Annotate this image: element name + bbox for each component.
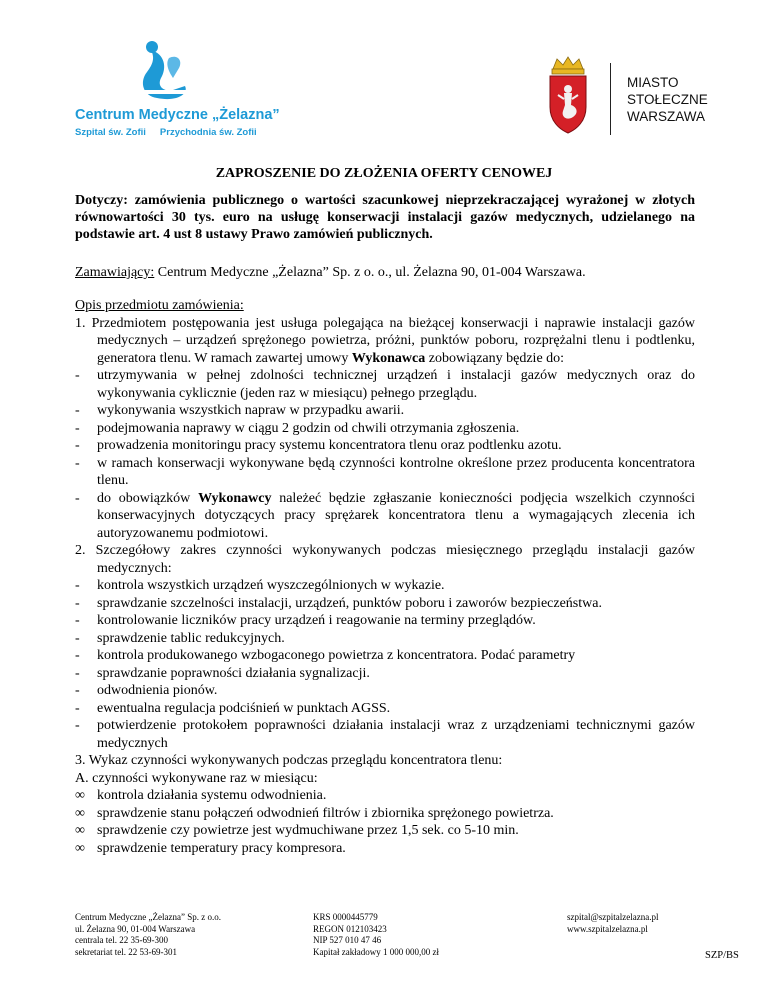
list-item: - w ramach konserwacji wykonywane będą czynności kontrolne określone przez producenta koncentratora tlenu. bbox=[75, 455, 695, 488]
point-3: 3. Wykaz czynności wykonywanych podczas przeglądu koncentratora tlenu: bbox=[75, 753, 503, 768]
city-line-3: WARSZAWA bbox=[627, 109, 705, 124]
list-item: - podejmowania naprawy w ciągu 2 godzin od chwili otrzymania zgłoszenia. bbox=[75, 420, 520, 436]
list-item: - do obowiązków Wykonawcy należeć będzie zgłaszanie konieczności podjęcia wszelkich czynności konserwacyjnych dotyczących pracy sprężarek koncentratora tlenu a wymagających zlecenia ich autoryzowanemu podmiotowi. bbox=[75, 490, 696, 541]
list-item: - kontrolowanie liczników pracy urządzeń i reagowanie na terminy przeglądów. bbox=[75, 613, 536, 628]
client-paragraph bbox=[75, 264, 695, 281]
list-item: - utrzymywania w pełnej zdolności technicznej urządzeń i instalacji gazów medycznych oraz do wykonywania cyklicznie (jeden raz w miesiącu) pełnego przeglądu. bbox=[75, 368, 695, 401]
warsaw-coat-of-arms-icon bbox=[543, 55, 593, 135]
concern-paragraph: Dotyczy: zamówienia publicznego o wartości szacunkowej nieprzekraczającej wyrażonej w złotych równowartości 30 tys. euro na usługę konserwacji instalacji gazów medycznych, udzielanego na podstawie art. 4 ust 8 ustawy Prawo zamówień publicznych. bbox=[75, 193, 695, 242]
contractor-bold: Wykonawca bbox=[351, 350, 426, 366]
client-label: Zamawiający: bbox=[75, 265, 155, 280]
list-item: ∞ sprawdzenie stanu połączeń odwodnień filtrów i zbiornika sprężonego powietrza. bbox=[75, 805, 554, 821]
infinity-bullet-icon: ∞ bbox=[75, 788, 85, 803]
contractor-bold-2: Wykonawcy bbox=[198, 490, 272, 506]
description-section bbox=[75, 297, 695, 857]
point-2: 2. Szczegółowy zakres czynności wykonywanych podczas miesięcznego przeglądu instalacji gazów medycznych: bbox=[75, 543, 695, 576]
document-code: SZP/BS bbox=[705, 950, 739, 961]
page-title: ZAPROSZENIE DO ZŁOŻENIA OFERTY CENOWEJ bbox=[215, 166, 553, 181]
footer-contact bbox=[567, 912, 659, 935]
point-1: 1. Przedmiotem postępowania jest usługa polegająca na bieżącej konserwacji i naprawie instalacji gazów medycznych – urządzeń sprężonego powietrza, próżni, punktów poboru, rozprężalni tlenu i podtlenku, generatora tlenu. W ramach zawartej umowy Wykonawca zobowiązany będzie do: bbox=[75, 315, 695, 366]
city-name bbox=[627, 74, 708, 125]
list-item: - potwierdzenie protokołem poprawności działania instalacji wraz z urządzeniami technicznymi gazów medycznych bbox=[75, 718, 695, 751]
org-subtitle bbox=[75, 127, 257, 138]
org-sub-clinic: Przychodnia św. Zofii bbox=[159, 127, 257, 138]
centrum-medyczne-logo bbox=[73, 38, 273, 138]
point-3a: A. czynności wykonywane raz w miesiącu: bbox=[75, 770, 318, 786]
list-item: - prowadzenia monitoringu pracy systemu koncentratora tlenu oraz podtlenku azotu. bbox=[75, 438, 562, 453]
list-item: ∞ sprawdzenie czy powietrze jest wydmuchiwane przez 1,5 sek. co 5-10 min. bbox=[75, 823, 519, 838]
infinity-bullet-icon: ∞ bbox=[75, 823, 85, 838]
city-line-1: MIASTO bbox=[627, 75, 679, 90]
list-item: - odwodnienia pionów. bbox=[75, 683, 218, 698]
list-item: - sprawdzanie szczelności instalacji, urządzeń, punktów poboru i zaworów bezpieczeństwa. bbox=[75, 595, 602, 611]
footer-email[interactable]: szpital@szpitalzelazna.pl bbox=[567, 912, 659, 922]
list-item: ∞ sprawdzenie temperatury pracy kompresora. bbox=[75, 840, 346, 856]
org-name: Centrum Medyczne „Żelazna” bbox=[75, 107, 280, 123]
client-text: Centrum Medyczne „Żelazna” Sp. z o. o., ul. Żelazna 90, 01-004 Warszawa. bbox=[154, 265, 586, 280]
list-item: ∞ kontrola działania systemu odwodnienia. bbox=[75, 788, 327, 803]
footer-website[interactable]: www.szpitalzelazna.pl bbox=[567, 923, 648, 934]
infinity-bullet-icon: ∞ bbox=[75, 840, 85, 856]
footer-address: Centrum Medyczne „Żelazna” Sp. z o.o. ul. Żelazna 90, 01-004 Warszawa centrala tel. 22 35-69-300 sekretariat tel. 22 53-69-301 bbox=[75, 912, 221, 957]
list-item: - sprawdzenie tablic redukcyjnych. bbox=[75, 630, 285, 646]
list-item: - ewentualna regulacja podciśnień w punktach AGSS. bbox=[75, 700, 391, 716]
divider bbox=[610, 63, 611, 135]
list-item: - wykonywania wszystkich napraw w przypadku awarii. bbox=[75, 403, 405, 418]
city-line-2: STOŁECZNE bbox=[627, 92, 708, 107]
list-item: - kontrola wszystkich urządzeń wyszczególnionych w wykazie. bbox=[75, 578, 445, 593]
org-sub-hospital: Szpital św. Zofii bbox=[75, 127, 146, 138]
description-heading: Opis przedmiotu zamówienia: bbox=[75, 298, 244, 313]
list-item: - sprawdzanie poprawności działania sygnalizacji. bbox=[75, 665, 370, 681]
infinity-bullet-icon: ∞ bbox=[75, 805, 85, 821]
footer-registry: KRS 0000445779 REGON 012103423 NIP 527 010 47 46 Kapitał zakładowy 1 000 000,00 zł bbox=[313, 912, 439, 957]
list-item: - kontrola produkowanego wzbogaconego powietrza z koncentratora. Podać parametry bbox=[75, 648, 576, 663]
